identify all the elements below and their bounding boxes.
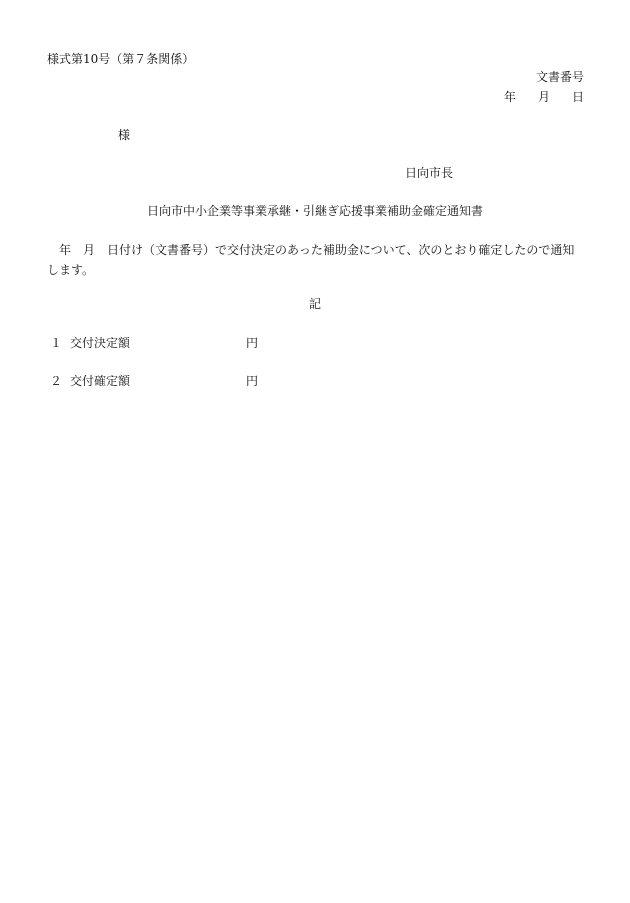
- item-label: 交付決定額: [70, 336, 131, 350]
- item-unit: 円: [246, 336, 259, 350]
- date-year: 年: [503, 90, 516, 104]
- item-label: 交付確定額: [70, 374, 131, 388]
- item-number: ２: [50, 374, 63, 388]
- body-text: 年 月 日付け（文書番号）で交付決定のあった補助金について、次のとおり確定したので通知します。: [47, 243, 575, 277]
- list-item: [50, 336, 258, 350]
- document-number-label: 文書番号: [535, 70, 584, 84]
- document-title: 日向市中小企業等事業承継・引継ぎ応援事業補助金確定通知書: [146, 204, 483, 218]
- addressee: 様: [118, 128, 131, 142]
- issuer: 日向市長: [405, 166, 454, 180]
- ki-heading: 記: [308, 297, 321, 311]
- item-number: １: [50, 336, 63, 350]
- item-unit: 円: [246, 374, 259, 388]
- date-day: 日: [571, 90, 584, 104]
- form-number: 様式第10号（第７条関係）: [47, 52, 195, 66]
- date-line: [504, 90, 584, 104]
- date-month: 月: [537, 90, 550, 104]
- list-item: [50, 374, 258, 388]
